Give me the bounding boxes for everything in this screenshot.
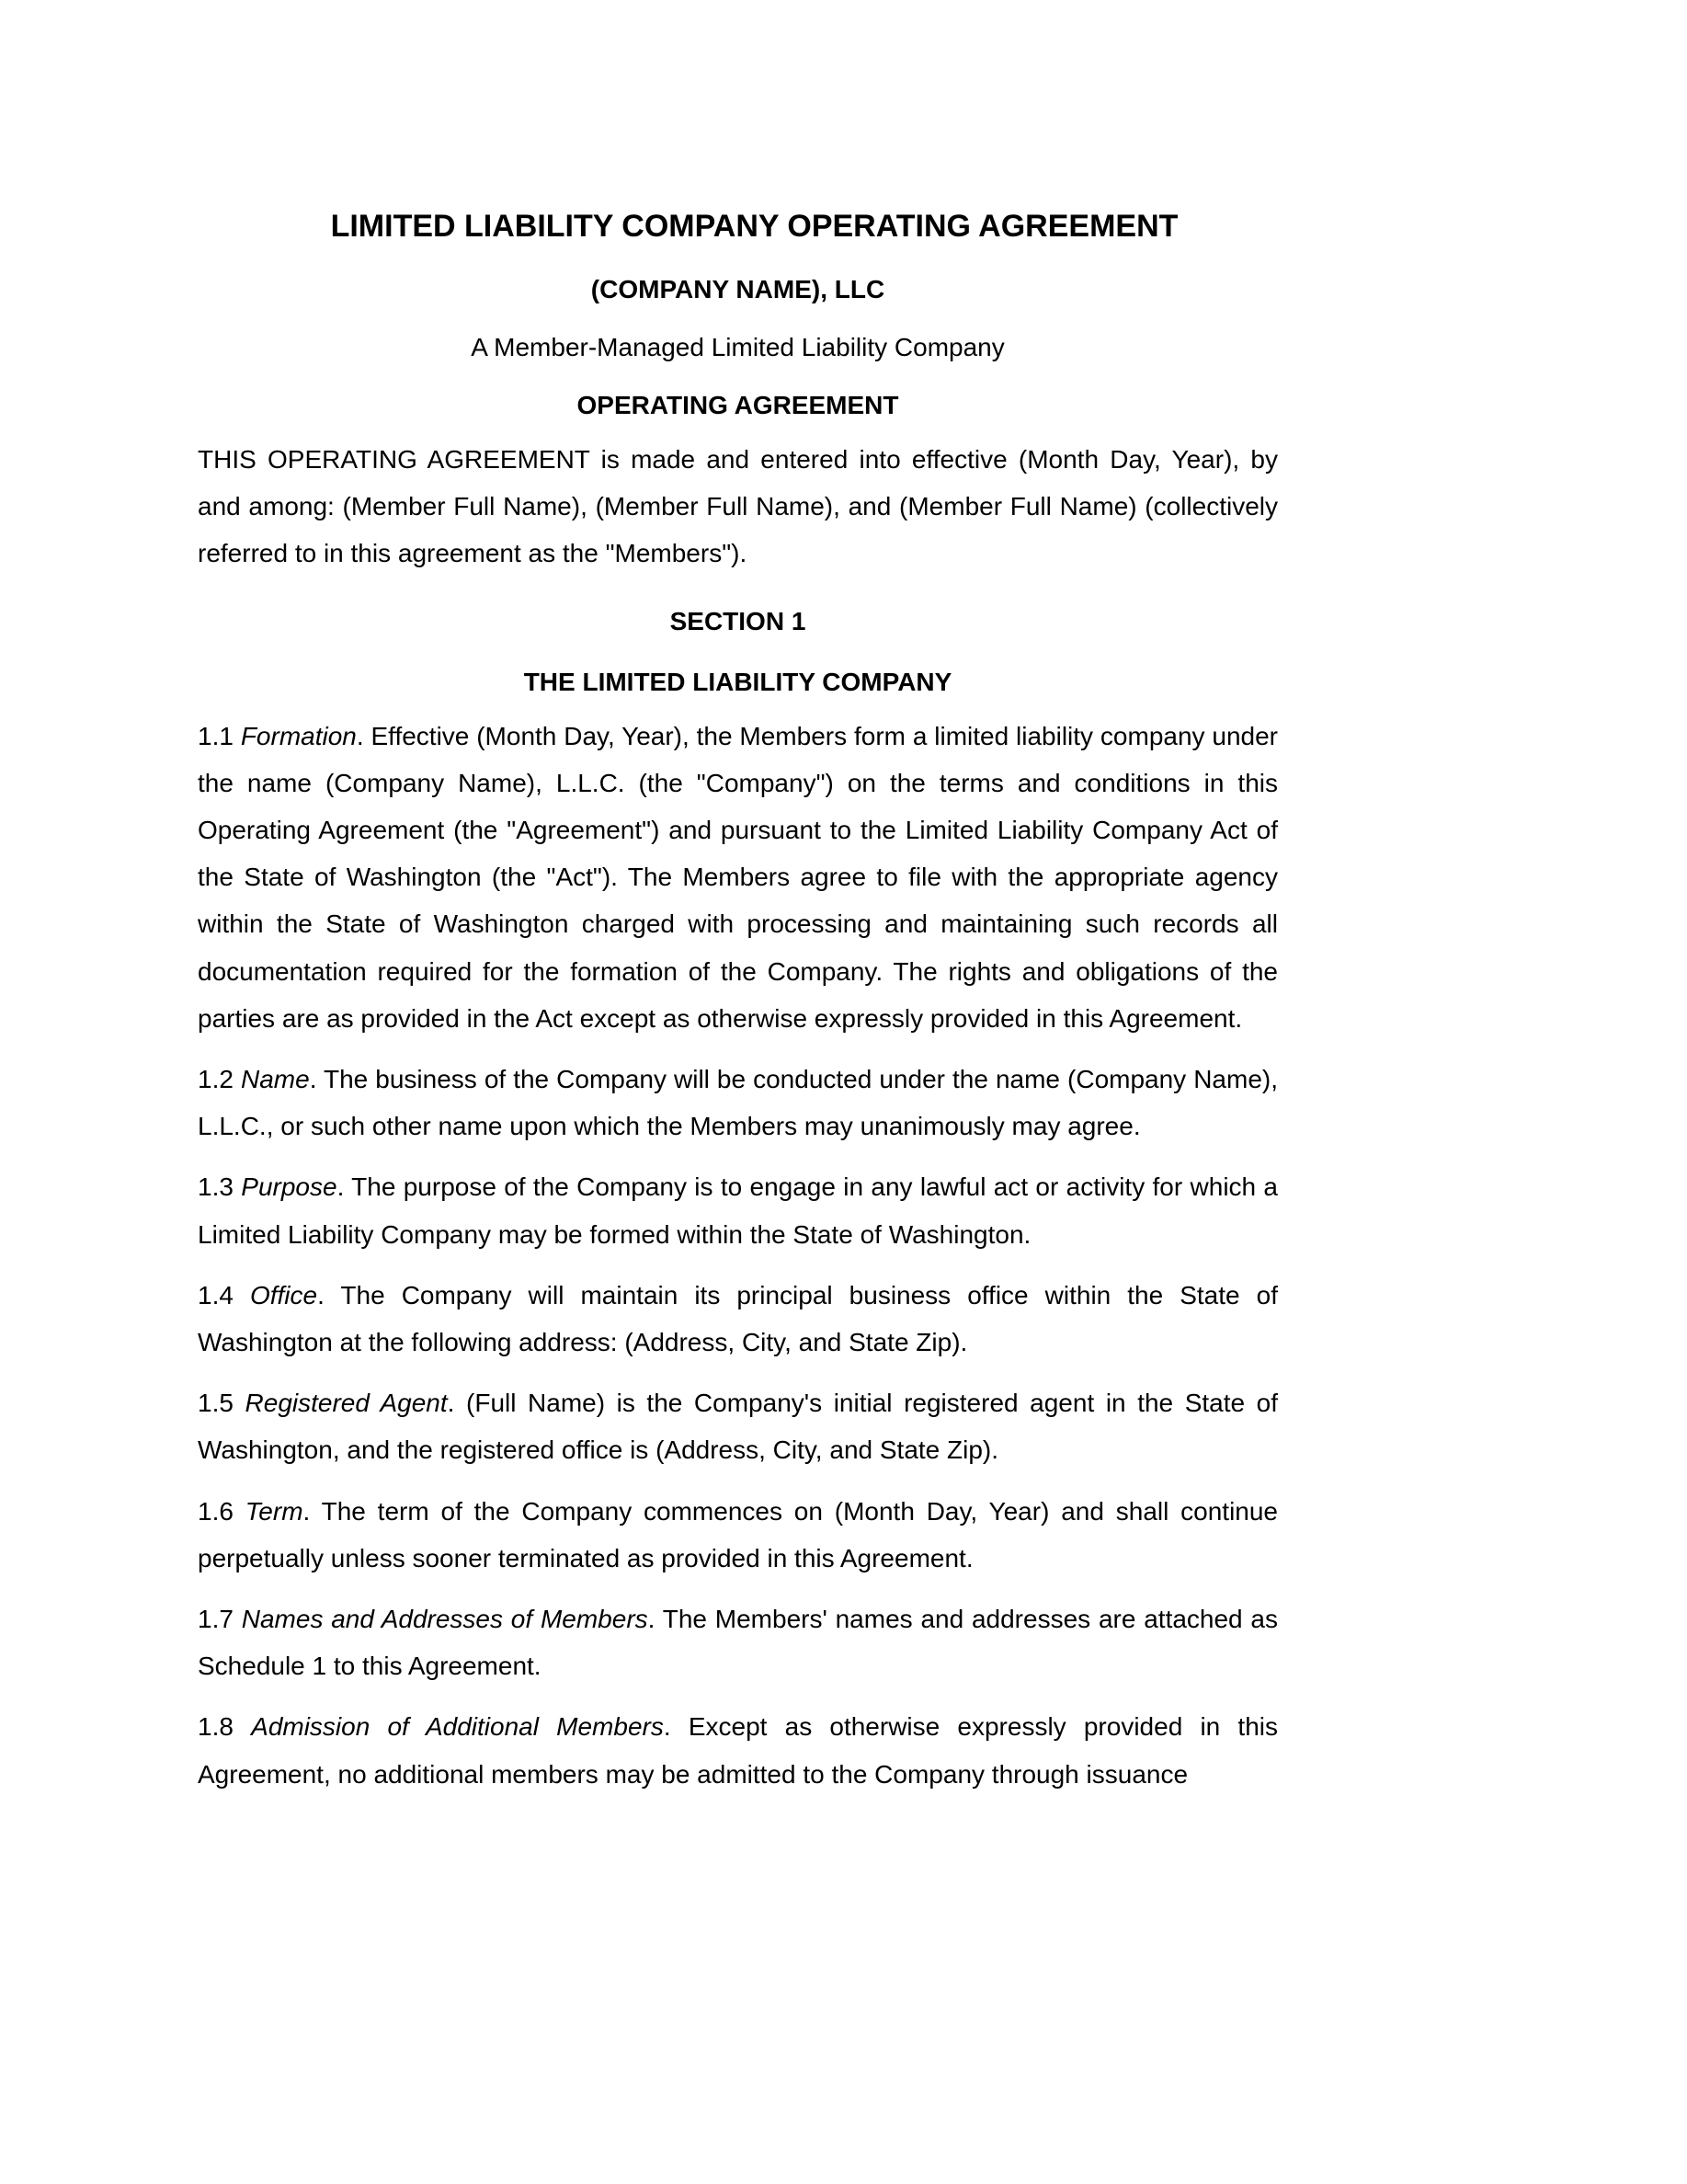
clause-1-2 — [198, 1056, 1278, 1149]
clause-1-3 — [198, 1163, 1278, 1257]
clause-number: 1.3 — [198, 1172, 234, 1202]
clause-text: . Effective (Month Day, Year), the Members form a limited liability company under the name (Company Name), L.L.C. (the "Company") on the terms and conditions in this Operating Agreement (the "Agreement") and pursuant to the Limited Liability Company Act of the State of Washington (the "Act"). The Members agree to file with the appropriate agency within the State of Washington charged with processing and maintaining such records all documentation required for the formation of the Company. The rights and obligations of the parties are as provided in the Act except as otherwise expressly provided in this Agreement. — [198, 721, 1279, 1033]
intro-paragraph: THIS OPERATING AGREEMENT is made and entered into effective (Month Day, Year), by and among: (Member Full Name), (Member Full Name), and (Member Full Name) (collectively referred to in this agreement as the "Members"). — [198, 445, 1278, 568]
document-body — [198, 202, 1278, 1812]
clause-text: . The Members' names and addresses are attached as Schedule 1 to this Agreement. — [198, 1605, 1279, 1681]
clause-number: 1.7 — [198, 1605, 234, 1634]
clause-heading: Term — [245, 1496, 303, 1526]
clause-1-5 — [198, 1379, 1278, 1473]
clause-number: 1.5 — [198, 1389, 234, 1418]
clause-text: . The business of the Company will be conducted under the name (Company Name), L.L.C., or such other name upon which the Members may unanimously may agree. — [198, 1065, 1279, 1141]
clause-text: . (Full Name) is the Company's initial registered agent in the State of Washington, and the registered office is (Address, City, and State Zip). — [198, 1389, 1279, 1465]
clause-1-4 — [198, 1272, 1278, 1366]
clause-heading: Admission of Additional Members — [251, 1712, 664, 1742]
clause-text: . The Company will maintain its principal business office within the State of Washington at the following address: (Address, City, and State Zip). — [198, 1280, 1278, 1357]
clause-heading: Names and Addresses of Members — [241, 1605, 648, 1634]
clause-number: 1.4 — [198, 1280, 234, 1309]
clause-1-6 — [198, 1488, 1278, 1582]
clause-number: 1.8 — [198, 1712, 234, 1742]
clause-1-8 — [198, 1703, 1278, 1797]
clause-number: 1.2 — [198, 1065, 234, 1094]
section-number: SECTION 1 — [669, 606, 806, 635]
company-name-line: (COMPANY NAME), LLC — [590, 275, 885, 303]
clause-1-1 — [198, 713, 1278, 1042]
clause-text: . The purpose of the Company is to engage in any lawful act or activity for which a Limited Liability Company may be formed within the State of Washington. — [198, 1172, 1279, 1249]
agreement-heading: OPERATING AGREEMENT — [576, 391, 899, 419]
clause-heading: Purpose — [241, 1172, 337, 1202]
clause-text: . The term of the Company commences on (Month Day, Year) and shall continue perpetually unless sooner terminated as provided in this Agreement. — [198, 1496, 1279, 1572]
document-title: LIMITED LIABILITY COMPANY OPERATING AGREEMENT — [330, 209, 1179, 244]
clause-heading: Office — [249, 1280, 318, 1309]
section-title: THE LIMITED LIABILITY COMPANY — [523, 667, 952, 696]
company-type-line: A Member-Managed Limited Liability Company — [471, 333, 1005, 361]
clause-number: 1.1 — [198, 721, 234, 750]
clause-number: 1.6 — [198, 1496, 234, 1526]
clause-heading: Name — [240, 1065, 310, 1094]
clause-heading: Registered Agent — [245, 1389, 448, 1418]
clause-1-7 — [198, 1595, 1278, 1689]
clause-heading: Formation — [240, 721, 357, 750]
clause-text: . Except as otherwise expressly provided in this Agreement, no additional members may be admitted to the Company through issuance — [198, 1712, 1279, 1789]
